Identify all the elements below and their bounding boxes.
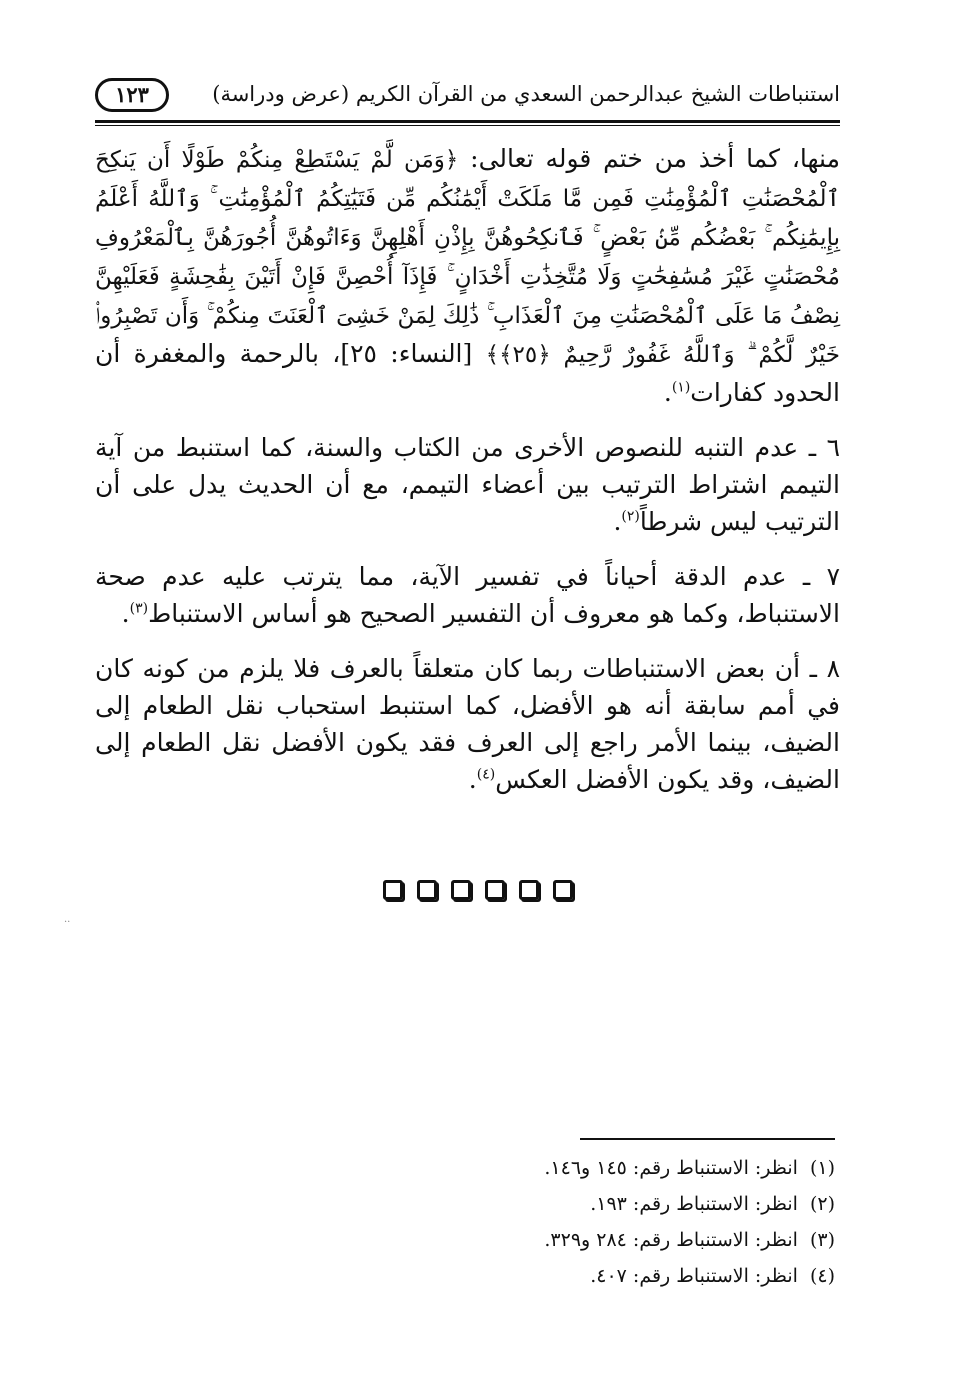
footnote-2: [95, 1186, 835, 1222]
footnotes: [95, 1150, 835, 1294]
square-ornament-icon: [451, 880, 471, 900]
footnote-ref-2[interactable]: (٢): [621, 508, 640, 525]
footnote-number: (٢): [809, 1193, 835, 1215]
paragraph-2-end: .: [613, 507, 622, 536]
paragraph-2-text: ٦ ـ عدم التنبه للنصوص الأخرى من الكتاب والسنة، كما استنبط من آية التيمم اشتراط الترتيب بين أعضاء التيمم، مع أن الحديث يدل على أن الترتيب ليس شرطاً: [95, 433, 840, 536]
paragraph-4-text: ٨ ـ أن بعض الاستنباطات ربما كان متعلقاً بالعرف فلا يلزم من كونه كان في أمم سابقة أنه هو الأفضل، كما استنبط استحباب نقل الطعام إلى الضيف، بينما الأمر راجع إلى العرف فقد يكون الأفضل نقل الطعام إلى الضيف، وقد يكون الأفضل العكس: [95, 654, 840, 794]
footnote-3: [95, 1222, 835, 1258]
paragraph-2: [95, 429, 840, 540]
square-ornament-icon: [519, 880, 539, 900]
section-end-ornament: [0, 880, 955, 904]
stray-mark: ..: [64, 914, 71, 925]
footnote-ref-1[interactable]: (١): [671, 379, 691, 396]
paragraph-3: [95, 558, 840, 632]
footnote-4: [95, 1258, 835, 1294]
paragraph-3-end: .: [121, 599, 130, 628]
paragraph-1-end: .: [663, 378, 672, 407]
footnote-ref-3[interactable]: (٣): [129, 600, 149, 617]
main-text: [95, 140, 840, 816]
paragraph-4-end: .: [468, 765, 477, 794]
paragraph-1-intro: منها، كما أخذ من ختم قوله تعالى:: [458, 144, 840, 173]
footnote-text: انظر: الاستنباط رقم: ٢٨٤ و٣٢٩.: [544, 1229, 798, 1251]
footnote-separator: [580, 1138, 835, 1140]
quran-verse: ﴿وَمَن لَّمْ يَسْتَطِعْ مِنكُمْ طَوْلًا أَن يَنكِحَ ٱلْمُحْصَنَٰتِ ٱلْمُؤْمِنَٰتِ فَمِن مَّا مَلَكَتْ أَيْمَٰنُكُم مِّن فَتَيَٰتِكُمُ ٱلْمُؤْمِنَٰتِ ۚ وَٱللَّهُ أَعْلَمُ بِإِيمَٰنِكُم ۚ بَعْضُكُم مِّنۢ بَعْضٍ ۚ فَٱنكِحُوهُنَّ بِإِذْنِ أَهْلِهِنَّ وَءَاتُوهُنَّ أُجُورَهُنَّ بِٱلْمَعْرُوفِ مُحْصَنَٰتٍ غَيْرَ مُسَٰفِحَٰتٍ وَلَا مُتَّخِذَٰتِ أَخْدَانٍ ۚ فَإِذَآ أُحْصِنَّ فَإِنْ أَتَيْنَ بِفَٰحِشَةٍ فَعَلَيْهِنَّ نِصْفُ مَا عَلَى ٱلْمُحْصَنَٰتِ مِنَ ٱلْعَذَابِ ۚ ذَٰلِكَ لِمَنْ خَشِىَ ٱلْعَنَتَ مِنكُمْ ۚ وَأَن تَصْبِرُوا۟ خَيْرٌ لَّكُمْ ۗ وَٱللَّهُ غَفُورٌ رَّحِيمٌ ﴿٢٥﴾﴾: [95, 147, 840, 368]
paragraph-4: [95, 650, 840, 798]
paragraph-1-reference: [النساء: ٢٥]، بالرحمة والمغفرة أن الحدود كفارات: [95, 339, 840, 407]
running-title: استنباطات الشيخ عبدالرحمن السعدي من القرآن الكريم (عرض ودراسة): [212, 82, 840, 106]
header-double-rule: [95, 120, 840, 126]
footnote-number: (١): [809, 1157, 835, 1179]
square-ornament-icon: [383, 880, 403, 900]
square-ornament-icon: [417, 880, 437, 900]
footnote-text: انظر: الاستنباط رقم: ١٤٥ و١٤٦.: [544, 1157, 798, 1179]
footnote-1: [95, 1150, 835, 1186]
square-ornament-icon: [485, 880, 505, 900]
footnote-number: (٣): [809, 1229, 835, 1251]
page-header: [95, 72, 840, 120]
footnote-number: (٤): [809, 1265, 835, 1287]
footnote-ref-4[interactable]: (٤): [476, 766, 496, 783]
footnote-text: انظر: الاستنباط رقم: ١٩٣.: [590, 1193, 798, 1215]
paragraph-3-text: ٧ ـ عدم الدقة أحياناً في تفسير الآية، مما يترتب عليه عدم صحة الاستنباط، وكما هو معروف أن التفسير الصحيح هو أساس الاستنباط: [95, 562, 840, 628]
footnote-text: انظر: الاستنباط رقم: ٤٠٧.: [590, 1265, 798, 1287]
square-ornament-icon: [553, 880, 573, 900]
paragraph-1: [95, 140, 840, 411]
page-number-badge: ١٢٣: [95, 78, 169, 112]
